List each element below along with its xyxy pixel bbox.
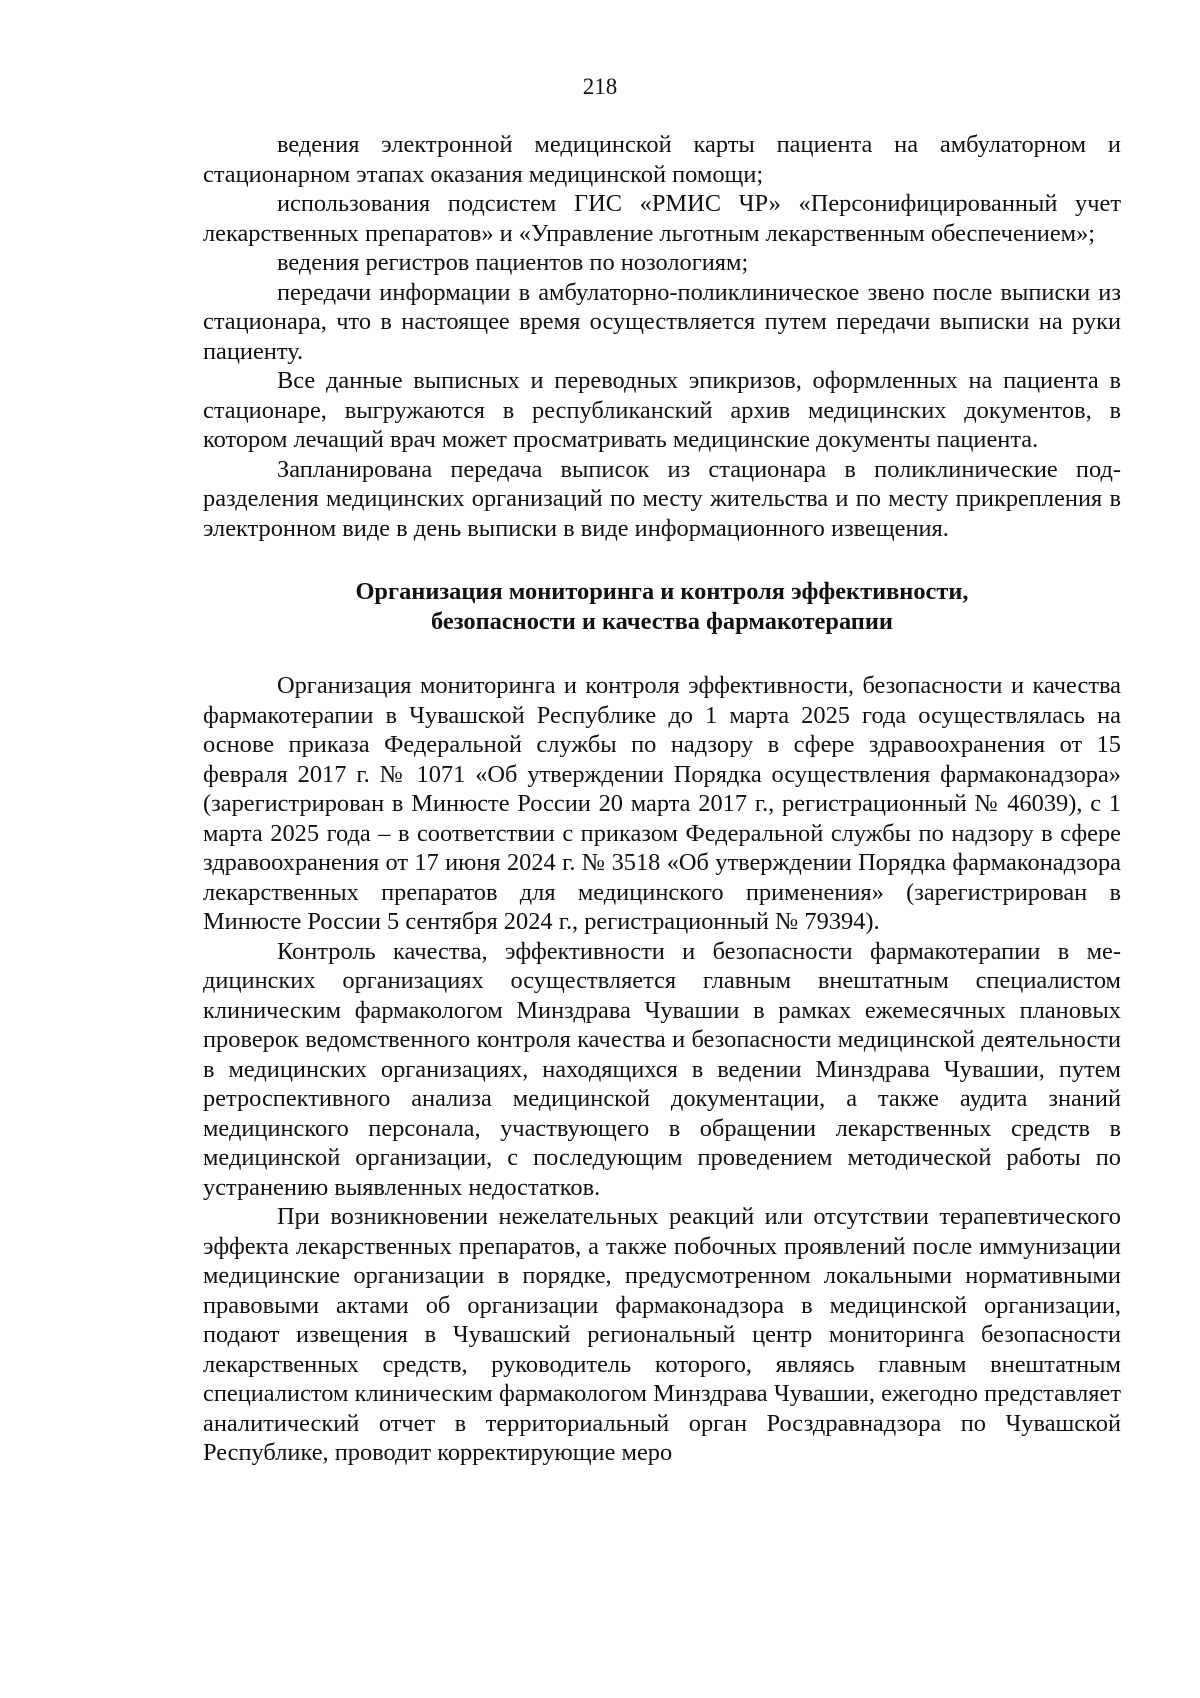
paragraph-planned-transfer: Запланирована передача выписок из стационара в поликлинические подразделения медицинских организаций по месту жительства и по месту прикрепления в электронном виде в день выписки в виде информационного извещения. bbox=[203, 455, 1121, 542]
page-number: 218 bbox=[582, 74, 618, 99]
paragraph-registries: ведения регистров пациентов по нозологиям; bbox=[277, 249, 749, 276]
paragraph-pharmacovigilance-basis: Организация мониторинга и контроля эффективности, безопасности и качества фармакотерапии в Чувашской Республике до 1 марта 2025 года осуществлялась на основе приказа Федеральной службы по надзору в сфере здравоохранения от 15 февраля 2017 г. № 1071 «Об утверждении Порядка осуществления фармаконадзора» (зарегистрирован в Минюсте России 20 марта 2017 г., регистрационный № 46039), с 1 марта 2025 года – в соответствии с приказом Федеральной службы по надзору в сфере здравоохранения от 17 июня 2024 г. № 3518 «Об утверждении Порядка фармаконадзора лекарственных препаратов для медицинского применения» (зарегистрирован в Минюсте России 5 сентября 2024 г., регистрационный № 79394). bbox=[203, 672, 1121, 935]
paragraph-adverse-reactions: При возникновении нежелательных реакций или отсутствии терапевтического эффекта лекарственных препаратов, а также побочных проявлений после иммунизации медицинские организации в порядке, предусмотренном локальными нормативными правовыми актами об организации фармаконадзора в медицинской организации, подают извещения в Чувашский региональный центр мониторинга безопасности лекарственных средств, руководитель которого, являясь главным внештатным специалистом клиническим фармакологом Минздрава Чувашии, ежегодно представляет аналитический отчет в территориальный орган Росздравнадзора по Чувашской Республике, проводит корректирующие меро bbox=[203, 1203, 1121, 1466]
paragraph-emr: ведения электронной медицинской карты пациента на амбулаторном и стационарном этапах оказания медицинской помощи; bbox=[203, 131, 1121, 188]
section-heading-line-1: Организация мониторинга и контроля эффективности, bbox=[355, 578, 969, 605]
document-body bbox=[203, 130, 1121, 1468]
paragraph-quality-control: Контроль качества, эффективности и безопасности фармакотерапии в медицинских организациях осуществляется главным внештатным специалистом клиническим фармакологом Минздрава Чувашии в рамках ежемесячных плановых проверок ведомственного контроля качества и безопасности медицинской деятельности в медицинских организациях, находящихся в ведении Минздрава Чувашии, путем ретроспективного анализа медицинской документации, а также аудита знаний медицинского персонала, участвующего в обращении лекарственных средств в медицинской организации, с последующим проведением методической работы по устранению выявленных недостатков. bbox=[203, 937, 1121, 1201]
paragraph-epicrisis-archive: Все данные выписных и переводных эпикризов, оформленных на пациента в стационаре, выгружаются в республиканский архив медицинских документов, в котором лечащий врач может просматривать медицинские документы пациента. bbox=[203, 367, 1121, 453]
section-heading-line-2: безопасности и качества фармакотерапии bbox=[431, 608, 893, 635]
paragraph-info-transfer: передачи информации в амбулаторно-поликлиническое звено после выписки из стационара, что в настоящее время осуществляется путем передачи выписки на руки пациенту. bbox=[203, 278, 1121, 365]
paragraph-gis-subsystems: использования подсистем ГИС «РМИС ЧР» «Персонифицированный учет лекарственных препаратов» и «Управление льготным лекарственным обеспечением»; bbox=[203, 190, 1121, 247]
section-heading bbox=[203, 577, 1121, 637]
